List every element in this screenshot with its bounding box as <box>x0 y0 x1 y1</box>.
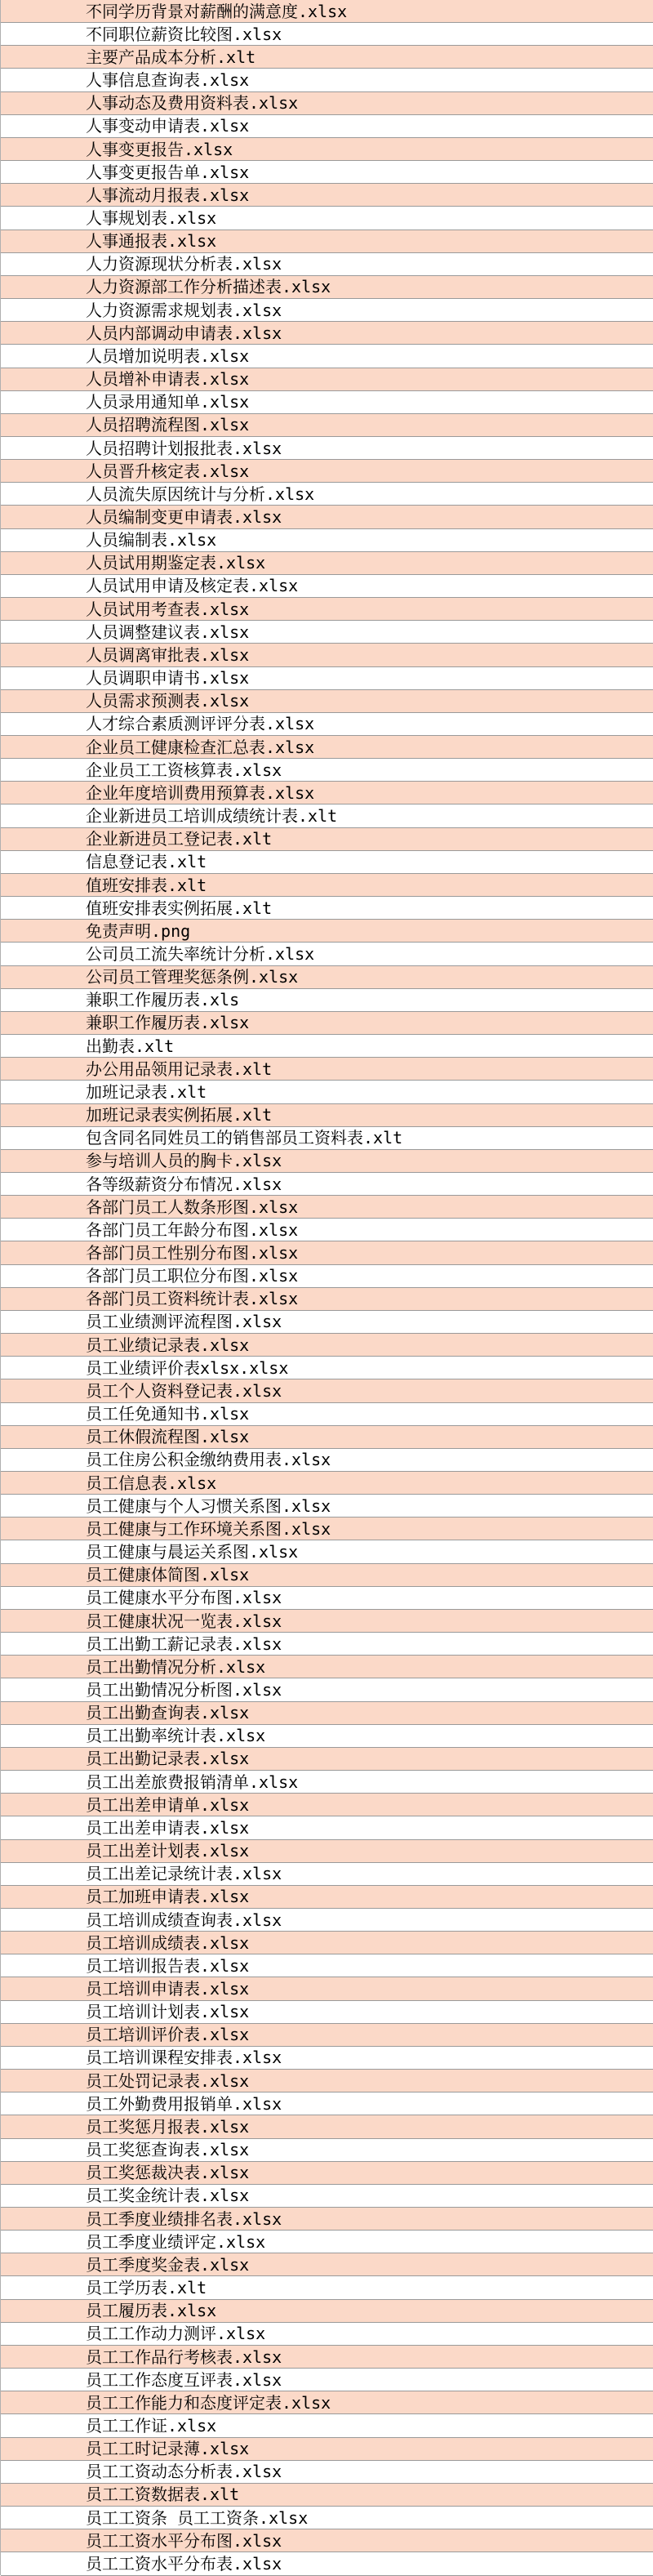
file-name: 员工业绩测评流程图.xlsx <box>86 1312 282 1332</box>
file-row[interactable] <box>1 1196 653 1219</box>
file-name: 员工健康水平分布图.xlsx <box>86 1588 282 1608</box>
file-name: 员工健康体简图.xlsx <box>86 1565 250 1585</box>
file-name: 值班安排表实例拓展.xlt <box>86 898 273 918</box>
file-row[interactable] <box>1 1932 653 1954</box>
file-row[interactable] <box>1 851 653 874</box>
file-name: 员工健康与晨运关系图.xlsx <box>86 1542 299 1562</box>
file-name: 员工业绩记录表.xlsx <box>86 1335 250 1355</box>
file-row[interactable] <box>1 1564 653 1587</box>
file-name: 员工出勤查询表.xlsx <box>86 1703 250 1723</box>
file-name: 人才综合素质测评评分表.xlsx <box>86 714 315 734</box>
file-name: 员工出勤情况分析图.xlsx <box>86 1679 282 1700</box>
file-name: 人事规划表.xlsx <box>86 207 217 228</box>
file-row[interactable] <box>1 230 653 253</box>
file-name: 员工健康与工作环境关系图.xlsx <box>86 1518 331 1539</box>
file-row[interactable] <box>1 1816 653 1839</box>
file-name: 人力资源现状分析表.xlsx <box>86 254 282 274</box>
file-row[interactable] <box>1 2552 653 2575</box>
file-row[interactable] <box>1 1403 653 1426</box>
file-name: 人事变更报告单.xlsx <box>86 162 250 182</box>
file-row[interactable] <box>1 2276 653 2299</box>
file-row[interactable] <box>1 989 653 1012</box>
file-name: 各部门员工职位分布图.xlsx <box>86 1266 299 1286</box>
file-name: 人员调离审批表.xlsx <box>86 644 250 665</box>
file-row[interactable] <box>1 138 653 161</box>
file-row[interactable] <box>1 1472 653 1495</box>
file-row[interactable] <box>1 2438 653 2461</box>
file-name: 各等级薪资分布情况.xlsx <box>86 1174 282 1194</box>
file-name: 员工工资动态分析表.xlsx <box>86 2462 282 2482</box>
file-name: 员工工作证.xlsx <box>86 2415 217 2436</box>
file-row[interactable] <box>1 1379 653 1402</box>
file-row[interactable] <box>1 437 653 460</box>
file-row[interactable] <box>1 920 653 943</box>
file-row[interactable] <box>1 276 653 299</box>
file-name: 员工出勤记录表.xlsx <box>86 1749 250 1769</box>
file-name: 人事动态及费用资料表.xlsx <box>86 93 299 114</box>
file-name: 员工住房公积金缴纳费用表.xlsx <box>86 1450 331 1470</box>
file-row[interactable] <box>1 2092 653 2115</box>
file-name: 员工季度奖金表.xlsx <box>86 2254 250 2275</box>
file-row[interactable] <box>1 2414 653 2437</box>
file-row[interactable] <box>1 575 653 598</box>
file-name: 企业年度培训费用预算表.xlsx <box>86 782 315 803</box>
file-row[interactable] <box>1 1426 653 1449</box>
file-name: 员工奖金统计表.xlsx <box>86 2186 250 2206</box>
file-name: 员工出差申请表.xlsx <box>86 1817 250 1838</box>
file-row[interactable] <box>1 184 653 207</box>
file-row[interactable] <box>1 1610 653 1633</box>
file-name: 员工出勤工薪记录表.xlsx <box>86 1633 282 1654</box>
file-row[interactable] <box>1 2231 653 2253</box>
file-row[interactable] <box>1 2024 653 2047</box>
file-row[interactable] <box>1 690 653 713</box>
file-name: 员工奖惩裁决表.xlsx <box>86 2163 250 2183</box>
file-row[interactable] <box>1 460 653 483</box>
file-name: 员工工时记录薄.xlsx <box>86 2439 250 2459</box>
file-name: 员工培训成绩查询表.xlsx <box>86 1910 282 1930</box>
file-name: 人员增加说明表.xlsx <box>86 345 250 366</box>
file-row[interactable] <box>1 2391 653 2414</box>
file-row[interactable] <box>1 1012 653 1035</box>
file-row[interactable] <box>1 1633 653 1656</box>
file-name: 各部门员工资料统计表.xlsx <box>86 1289 299 1309</box>
file-row[interactable] <box>1 1909 653 1932</box>
file-row[interactable] <box>1 345 653 368</box>
file-row[interactable] <box>1 368 653 391</box>
file-row[interactable] <box>1 506 653 528</box>
file-name: 人员流失原因统计与分析.xlsx <box>86 484 315 504</box>
file-name: 员工工资条 员工工资条.xlsx <box>86 2507 309 2528</box>
file-name: 信息登记表.xlt <box>86 852 207 872</box>
file-name: 员工工资数据表.xlt <box>86 2485 240 2505</box>
file-name: 员工出勤情况分析.xlsx <box>86 1656 266 1677</box>
file-name: 包含同名同姓员工的销售部员工资料表.xlt <box>86 1128 403 1148</box>
file-name: 兼职工作履历表.xlsx <box>86 1013 250 1033</box>
file-row[interactable] <box>1 1678 653 1701</box>
file-name: 员工培训评价表.xlsx <box>86 2025 250 2045</box>
file-row[interactable] <box>1 552 653 575</box>
file-row[interactable] <box>1 1977 653 2000</box>
file-row[interactable] <box>1 1702 653 1725</box>
file-row[interactable] <box>1 1334 653 1357</box>
file-name: 人员内部调动申请表.xlsx <box>86 323 282 343</box>
file-row[interactable] <box>1 782 653 804</box>
file-name: 人员编制变更申请表.xlsx <box>86 507 282 528</box>
file-row[interactable] <box>1 966 653 989</box>
file-name: 人员试用考查表.xlsx <box>86 599 250 619</box>
file-name: 员工奖惩查询表.xlsx <box>86 2140 250 2160</box>
file-name: 人员试用申请及核定表.xlsx <box>86 576 299 596</box>
file-row[interactable] <box>1 2484 653 2507</box>
file-name: 人力资源需求规划表.xlsx <box>86 300 282 320</box>
file-name: 员工培训计划表.xlsx <box>86 2002 250 2022</box>
file-name: 员工出勤率统计表.xlsx <box>86 1726 266 1746</box>
file-name: 人事流动月报表.xlsx <box>86 185 250 205</box>
file-name: 不同学历背景对薪酬的满意度.xlsx <box>86 1 348 21</box>
file-name: 人员招聘计划报批表.xlsx <box>86 438 282 458</box>
file-name: 人员编制表.xlsx <box>86 530 217 550</box>
file-row[interactable] <box>1 2162 653 2185</box>
file-name: 员工加班申请表.xlsx <box>86 1887 250 1907</box>
file-name: 企业员工健康检查汇总表.xlsx <box>86 737 315 757</box>
file-row[interactable] <box>1 1495 653 1518</box>
file-name: 员工季度业绩评定.xlsx <box>86 2231 266 2252</box>
file-row[interactable] <box>1 2300 653 2323</box>
file-name: 员工培训申请表.xlsx <box>86 1979 250 1999</box>
file-row[interactable] <box>1 1150 653 1173</box>
file-row[interactable] <box>1 322 653 345</box>
file-name: 人员增补申请表.xlsx <box>86 369 250 390</box>
file-name: 员工奖惩月报表.xlsx <box>86 2116 250 2137</box>
file-row[interactable] <box>1 1954 653 1977</box>
file-name: 人员晋升核定表.xlsx <box>86 461 250 481</box>
file-name: 员工履历表.xlsx <box>86 2301 217 2321</box>
file-row[interactable] <box>1 1748 653 1771</box>
file-name: 人事变动申请表.xlsx <box>86 116 250 136</box>
file-name: 企业新进员工培训成绩统计表.xlt <box>86 806 338 827</box>
file-name: 免责声明.png <box>86 920 191 941</box>
file-row[interactable] <box>1 598 653 621</box>
file-name: 员工个人资料登记表.xlsx <box>86 1380 282 1401</box>
file-name: 加班记录表.xlt <box>86 1081 207 1102</box>
file-row[interactable] <box>1 2346 653 2369</box>
file-row[interactable] <box>1 667 653 690</box>
file-name: 员工处罚记录表.xlsx <box>86 2070 250 2091</box>
file-name: 员工出差申请单.xlsx <box>86 1794 250 1815</box>
file-row[interactable] <box>1 1357 653 1379</box>
file-row[interactable] <box>1 736 653 759</box>
file-row[interactable] <box>1 2047 653 2070</box>
file-row[interactable] <box>1 621 653 644</box>
file-row[interactable] <box>1 529 653 552</box>
file-row[interactable] <box>1 161 653 184</box>
file-row[interactable] <box>1 483 653 506</box>
file-row[interactable] <box>1 1725 653 1748</box>
file-name: 人事信息查询表.xlsx <box>86 70 250 91</box>
file-name: 企业员工工资核算表.xlsx <box>86 760 282 780</box>
file-row[interactable] <box>1 2253 653 2276</box>
file-name: 公司员工管理奖惩条例.xlsx <box>86 967 299 987</box>
file-row[interactable] <box>1 1311 653 1334</box>
file-row[interactable] <box>1 1771 653 1794</box>
file-row[interactable] <box>1 874 653 897</box>
file-name: 人员招聘流程图.xlsx <box>86 415 250 435</box>
file-name: 员工外勤费用报销单.xlsx <box>86 2093 282 2114</box>
file-name: 员工培训课程安排表.xlsx <box>86 2048 282 2068</box>
file-name: 员工培训报告表.xlsx <box>86 1955 250 1976</box>
file-row[interactable] <box>1 1840 653 1863</box>
file-name: 员工工作能力和态度评定表.xlsx <box>86 2392 331 2413</box>
file-row[interactable] <box>1 115 653 138</box>
file-row[interactable] <box>1 1540 653 1563</box>
file-row[interactable] <box>1 1518 653 1540</box>
file-name: 员工业绩评价表xlsx.xlsx <box>86 1357 289 1378</box>
file-row[interactable] <box>1 0 653 23</box>
file-name: 人员调职申请书.xlsx <box>86 668 250 689</box>
file-row[interactable] <box>1 828 653 851</box>
file-name: 人员试用期鉴定表.xlsx <box>86 553 266 573</box>
file-row[interactable] <box>1 713 653 736</box>
file-name: 值班安排表.xlt <box>86 875 207 895</box>
file-row[interactable] <box>1 1288 653 1311</box>
file-row[interactable] <box>1 2507 653 2529</box>
file-row[interactable] <box>1 1058 653 1081</box>
file-row[interactable] <box>1 2529 653 2552</box>
file-name: 人事通报表.xlsx <box>86 231 217 252</box>
file-name: 员工任免通知书.xlsx <box>86 1404 250 1424</box>
file-row[interactable] <box>1 1886 653 1909</box>
file-row[interactable] <box>1 414 653 437</box>
file-row[interactable] <box>1 1104 653 1127</box>
file-row[interactable] <box>1 92 653 115</box>
file-row[interactable] <box>1 2070 653 2092</box>
file-row[interactable] <box>1 253 653 276</box>
file-row[interactable] <box>1 1241 653 1264</box>
file-row[interactable] <box>1 897 653 920</box>
file-name: 员工出差计划表.xlsx <box>86 1841 250 1861</box>
file-name: 员工健康状况一览表.xlsx <box>86 1611 282 1631</box>
file-row[interactable] <box>1 1449 653 1472</box>
file-row[interactable] <box>1 1081 653 1103</box>
file-row[interactable] <box>1 391 653 414</box>
file-name: 员工工资水平分布图.xlsx <box>86 2530 282 2551</box>
file-row[interactable] <box>1 1035 653 1058</box>
file-row[interactable] <box>1 1794 653 1816</box>
file-name: 兼职工作履历表.xls <box>86 990 240 1010</box>
file-row[interactable] <box>1 2115 653 2138</box>
file-name: 人员调整建议表.xlsx <box>86 622 250 642</box>
file-row[interactable] <box>1 2208 653 2231</box>
file-row[interactable] <box>1 23 653 46</box>
file-name: 员工出差旅费报销清单.xlsx <box>86 1772 299 1792</box>
file-name: 员工休假流程图.xlsx <box>86 1427 250 1447</box>
file-name: 员工出差记录统计表.xlsx <box>86 1864 282 1884</box>
file-row[interactable] <box>1 644 653 666</box>
file-name: 人员录用通知单.xlsx <box>86 392 250 412</box>
file-name: 员工工作动力测评.xlsx <box>86 2324 266 2344</box>
file-row[interactable] <box>1 2001 653 2024</box>
file-row[interactable] <box>1 207 653 230</box>
file-name: 员工信息表.xlsx <box>86 1473 217 1493</box>
file-row[interactable] <box>1 1587 653 1610</box>
file-name: 员工培训成绩表.xlsx <box>86 1932 250 1953</box>
file-row[interactable] <box>1 1863 653 1886</box>
file-row[interactable] <box>1 1656 653 1678</box>
file-name: 办公用品领用记录表.xlt <box>86 1058 273 1079</box>
file-name: 员工学历表.xlt <box>86 2278 207 2298</box>
file-name: 参与培训人员的胸卡.xlsx <box>86 1151 282 1171</box>
file-name: 各部门员工年龄分布图.xlsx <box>86 1219 299 1240</box>
file-name: 员工健康与个人习惯关系图.xlsx <box>86 1495 331 1516</box>
file-row[interactable] <box>1 1219 653 1241</box>
file-name: 员工季度业绩排名表.xlsx <box>86 2208 282 2229</box>
file-row[interactable] <box>1 2323 653 2346</box>
file-name: 人事变更报告.xlsx <box>86 139 233 159</box>
file-name: 出勤表.xlt <box>86 1036 175 1056</box>
file-row[interactable] <box>1 1173 653 1196</box>
file-row[interactable] <box>1 46 653 69</box>
file-name: 人员需求预测表.xlsx <box>86 691 250 711</box>
file-row[interactable] <box>1 2139 653 2162</box>
file-row[interactable] <box>1 943 653 965</box>
file-name: 公司员工流失率统计分析.xlsx <box>86 943 315 964</box>
file-row[interactable] <box>1 804 653 827</box>
file-name: 各部门员工人数条形图.xlsx <box>86 1197 299 1217</box>
file-row[interactable] <box>1 69 653 91</box>
file-name: 人力资源部工作分析描述表.xlsx <box>86 277 331 297</box>
file-row[interactable] <box>1 2461 653 2484</box>
file-name: 不同职位薪资比较图.xlsx <box>86 24 282 44</box>
file-row[interactable] <box>1 759 653 782</box>
file-row[interactable] <box>1 299 653 322</box>
file-name: 员工工作品行考核表.xlsx <box>86 2346 282 2367</box>
file-name: 加班记录表实例拓展.xlt <box>86 1105 273 1125</box>
file-row[interactable] <box>1 2185 653 2208</box>
file-name: 主要产品成本分析.xlt <box>86 47 256 67</box>
file-row[interactable] <box>1 1265 653 1288</box>
file-name: 员工工资水平分布表.xlsx <box>86 2553 282 2574</box>
file-row[interactable] <box>1 1127 653 1150</box>
file-name: 各部门员工性别分布图.xlsx <box>86 1243 299 1263</box>
file-row[interactable] <box>1 2369 653 2391</box>
file-name: 员工工作态度互评表.xlsx <box>86 2369 282 2390</box>
file-name: 企业新进员工登记表.xlt <box>86 829 273 849</box>
